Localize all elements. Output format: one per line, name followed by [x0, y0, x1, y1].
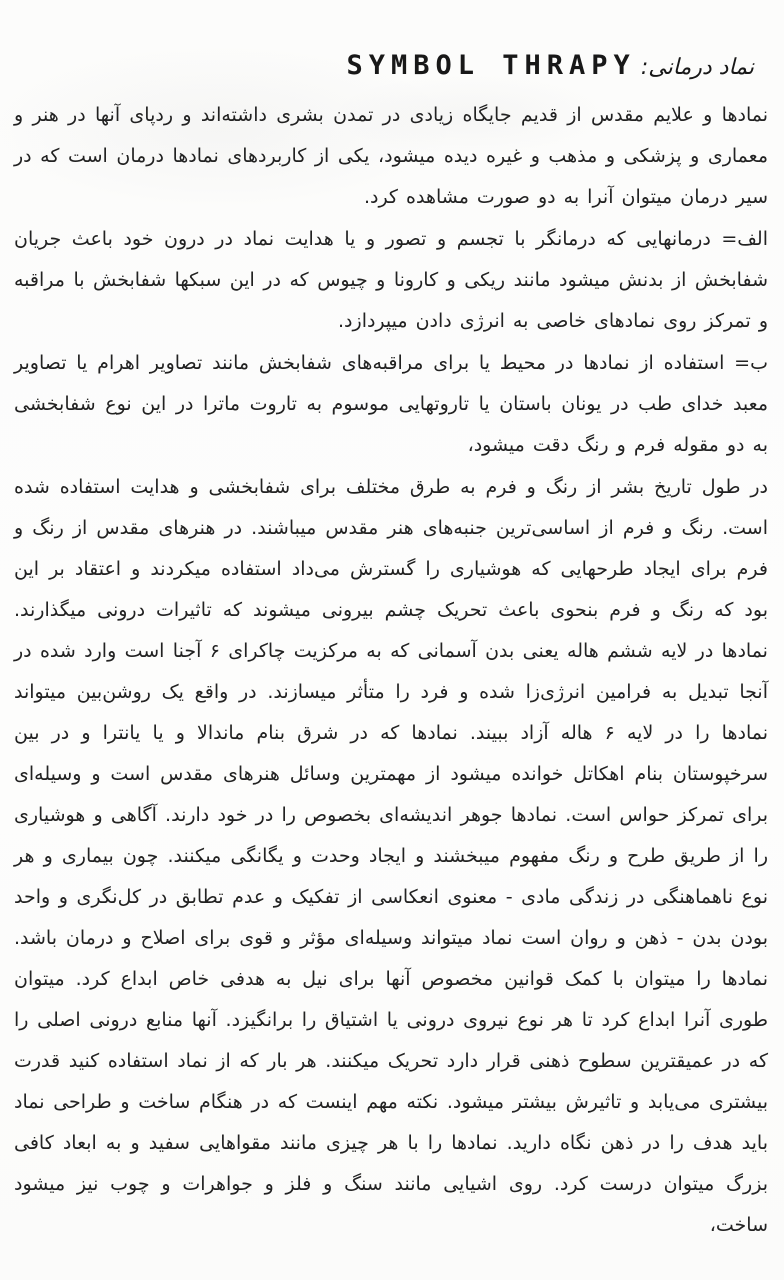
- paragraph-intro: نمادها و علایم مقدس از قدیم جایگاه زیادی در تمدن بشری داشته‌اند و ردپای آنها در هنر و معماری و پزشکی و مذهب و غیره دیده میشود، یکی از کاربردهای نمادها درمان است که در سیر درمان میتوان آنرا به دو صورت مشاهده کرد.: [14, 104, 768, 208]
- page-title: [0, 0, 784, 81]
- document-body: [0, 81, 784, 1246]
- paragraph-alef: الف= درمانهایی که درمانگر با تجسم و تصور و یا هدایت نماد در درون خود باعث جریان شفابخش از بدنش میشود مانند ریکی و کارونا و چیوس که در این سبکها شفابخش با مراقبه و تمرکز روی نمادهای خاصی به انرژی دادن میپردازد.: [14, 228, 768, 332]
- page-title-english: SYMBOL THRAPY: [346, 50, 636, 81]
- paragraph-main: در طول تاریخ بشر از رنگ و فرم به طرق مختلف برای شفابخشی و هدایت استفاده شده است. رنگ و فرم از اساسی‌ترین جنبه‌های هنر مقدس میباشند. در هنرهای مقدس از رنگ و فرم برای ایجاد طرحهایی که هوشیاری را گسترش می‌داد استفاده میکردند و اعتقاد بر این بود که رنگ و فرم بنحوی باعث تحریک چشم بیرونی میشوند که تاثیرات درونی میگذارند. نمادها در لایه ششم هاله یعنی بدن آسمانی که به مرکزیت چاکرای ۶ آجنا است وارد شده در آنجا تبدیل به فرامین انرژی‌زا شده و فرد را متأثر میسازند. در واقع یک روشن‌بین میتواند نمادها را در لایه ۶ هاله آزاد ببیند. نمادها که در شرق بنام ماندالا و یا یانترا و در بین سرخپوستان بنام اهکاتل خوانده میشود از مهمترین وسائل هنرهای مقدس است و وسیله‌ای برای تمرکز حواس است. نمادها جوهر اندیشه‌ای بخصوص را در خود دارند. آگاهی و هوشیاری را از طریق طرح و رنگ مفهوم میبخشند و ایجاد وحدت و یگانگی میکنند. چون بیماری و هر نوع ناهماهنگی در زندگی مادی - معنوی انعکاسی از تفکیک و عدم تطابق در کل‌نگری و واحد بودن بدن - ذهن و روان است نماد میتواند وسیله‌ای مؤثر و قوی برای اصلاح و درمان باشد. نمادها را میتوان با کمک قوانین مخصوص آنها برای نیل به هدفی خاص ابداع کرد. میتوان طوری آنرا ابداع کرد تا هر نوع نیروی درونی یا اشتیاق را برانگیزد. آنها منابع درونی اصلی را که در عمیقترین سطوح ذهنی قرار دارد تحریک میکنند. هر بار که از نماد استفاده کنید قدرت بیشتری می‌یابد و تاثیرش بیشتر میشود. نکته مهم اینست که در هنگام ساخت و طراحی نماد باید هدف را در ذهن نگاه دارید. نمادها را با هر چیزی مانند مقواهایی سفید و به ابعاد کافی بزرگ میتوان درست کرد. روی اشیایی مانند سنگ و فلز و جواهرات و چوب نیز میشود ساخت،: [14, 476, 769, 1236]
- page-title-persian: نماد درمانی:: [640, 55, 754, 80]
- paragraph-be: ب= استفاده از نمادها در محیط یا برای مراقبه‌های شفابخش مانند تصاویر اهرام یا تصاویر معبد خدای طب در یونان باستان یا تاروتهایی موسوم به تاروت ماترا در این نوع شفابخشی به دو مقوله فرم و رنگ دقت میشود،: [14, 352, 768, 456]
